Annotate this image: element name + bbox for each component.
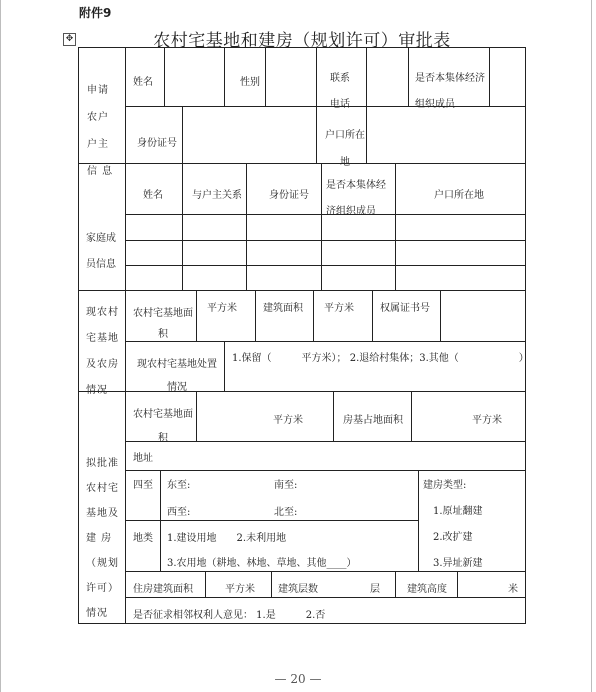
family-header-name: 姓名: [143, 190, 163, 201]
boundary-west[interactable]: 西至:: [167, 507, 191, 518]
neighbor-opinion[interactable]: 是否征求相邻权利人意见： 1.是 2.否: [133, 610, 326, 621]
label-id-number: 身份证号: [137, 138, 177, 149]
field-cert-number[interactable]: [442, 295, 524, 339]
label-cert-number: 权属证书号: [380, 303, 430, 314]
unit-sqm: 平方米: [225, 584, 255, 595]
label-hukou: 户口所在地: [325, 130, 365, 168]
label-collective-member: 是否本集体经济组织成员: [415, 73, 485, 110]
boundary-north[interactable]: 北至:: [274, 507, 298, 518]
unit-meter: 米: [508, 584, 518, 595]
label-proposed-homestead-area: 农村宅基地面积: [133, 409, 193, 444]
boundary-east[interactable]: 东至:: [167, 480, 191, 491]
field-phone[interactable]: [367, 67, 408, 97]
form-title: 农村宅基地和建房（规划许可）审批表: [153, 31, 451, 51]
unit-floor: 层: [370, 584, 380, 595]
label-phone: 联系电话: [330, 73, 350, 110]
label-current-homestead-area: 农村宅基地面积: [133, 308, 193, 340]
unit-sqm: 平方米: [472, 415, 502, 426]
page-number: — 20 —: [274, 672, 322, 686]
label-disposal: 现农村宅基地处置情况: [137, 359, 217, 393]
label-address: 地址: [133, 453, 153, 464]
field-collective-member[interactable]: [490, 67, 525, 97]
build-type-option-rebuild[interactable]: 1.原址翻建: [433, 506, 483, 517]
label-land-type: 地类: [133, 533, 153, 544]
attachment-label: 附件9: [79, 6, 112, 20]
label-building-height: 建筑高度: [407, 584, 447, 595]
unit-sqm: 平方米: [324, 303, 354, 314]
label-housing-building-area: 住房建筑面积: [133, 584, 193, 595]
unit-sqm: 平方米: [273, 415, 303, 426]
field-applicant-gender[interactable]: [266, 67, 316, 97]
build-type-option-new-site[interactable]: 3.异址新建: [433, 558, 483, 569]
label-gender: 性别: [240, 77, 260, 88]
label-floors: 建筑层数: [278, 584, 318, 595]
label-build-type: 建房类型:: [423, 480, 467, 491]
family-header-member: 是否本集体经济组织成员: [326, 180, 386, 217]
boundary-south[interactable]: 南至:: [274, 480, 298, 491]
field-hukou[interactable]: [367, 110, 525, 160]
label-footprint-area: 房基占地面积: [343, 415, 403, 426]
field-address[interactable]: [162, 444, 524, 468]
field-applicant-name[interactable]: [165, 67, 224, 97]
unit-sqm: 平方米: [207, 303, 237, 314]
section-label-proposed: 拟批准农村宅基地及建 房（规划许可）情况: [86, 458, 119, 619]
family-header-id: 身份证号: [269, 190, 309, 201]
table-move-handle-icon[interactable]: ✥: [63, 33, 76, 46]
field-id-number[interactable]: [183, 110, 316, 160]
section-label-applicant: 申请农户户主信 息: [87, 85, 114, 177]
family-header-hukou: 户口所在地: [434, 190, 484, 201]
section-label-current-homestead: 现农村宅基地及农房情况: [86, 307, 119, 396]
section-label-family: 家庭成员信息: [86, 233, 116, 270]
label-name: 姓名: [133, 77, 153, 88]
label-current-building-area: 建筑面积: [263, 303, 303, 314]
build-type-option-expand[interactable]: 2.改扩建: [433, 532, 473, 543]
land-type-options-1[interactable]: 1.建设用地 2.未利用地: [167, 533, 287, 544]
disposal-options[interactable]: 1.保留（ 平方米）； 2.退给村集体；3.其他（ ）: [232, 353, 529, 364]
family-header-relation: 与户主关系: [192, 190, 242, 201]
label-boundaries: 四至: [133, 480, 153, 491]
land-type-options-2[interactable]: 3.农用地（耕地、林地、草地、其他____）: [167, 558, 357, 569]
